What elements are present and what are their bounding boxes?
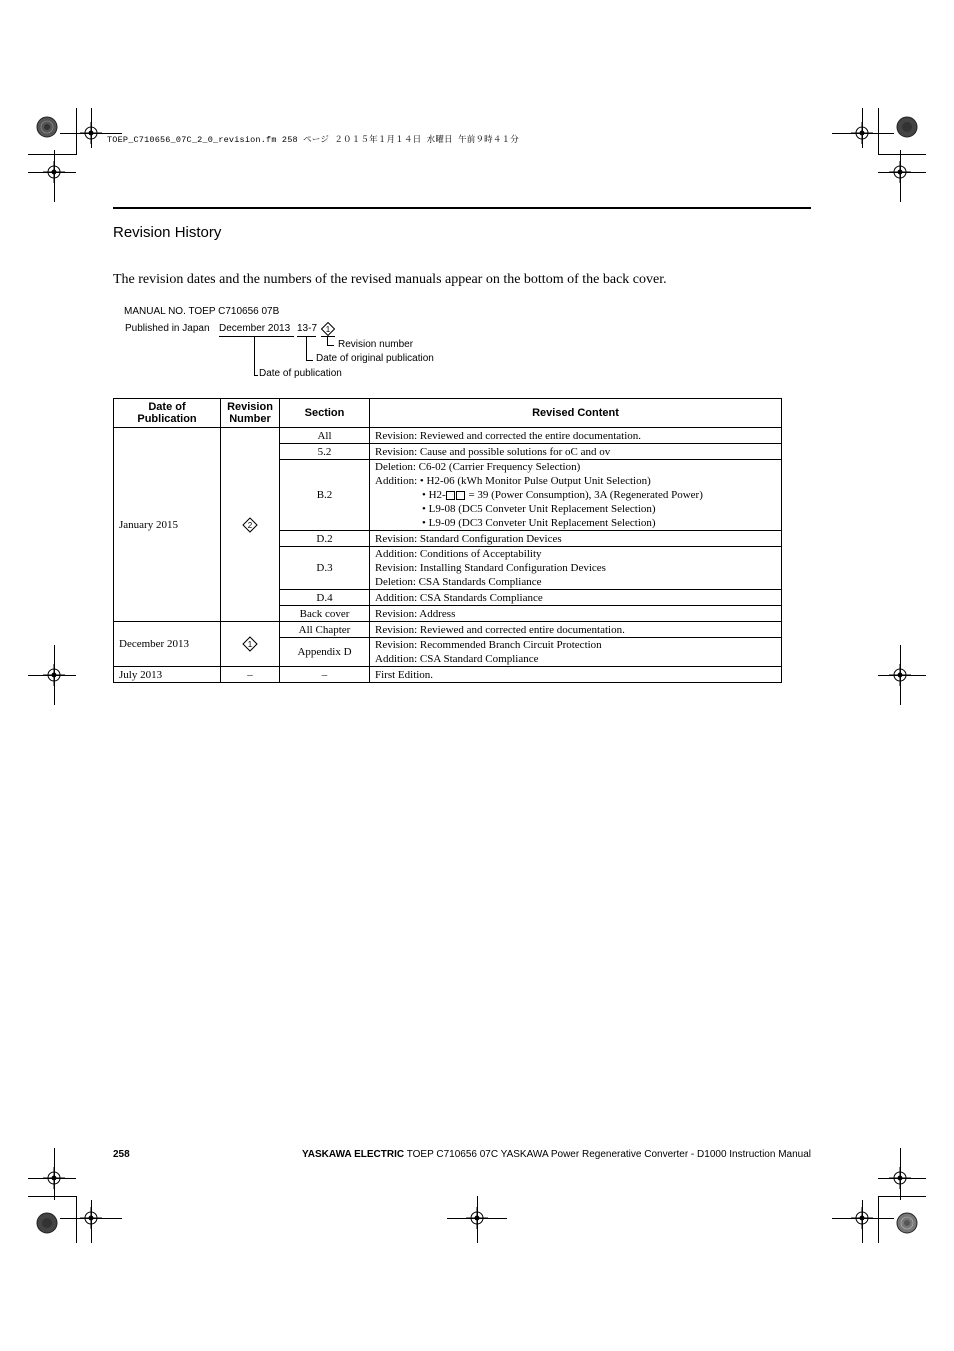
color-target-icon xyxy=(36,1212,58,1234)
header-rule xyxy=(113,207,811,209)
content-cell: First Edition. xyxy=(370,667,782,683)
table-row xyxy=(114,667,782,683)
registration-mark-icon xyxy=(43,664,65,686)
label-original-date: Date of original publication xyxy=(316,353,434,364)
registration-mark-icon xyxy=(43,1167,65,1189)
footer-doc-title: TOEP C710656 07C YASKAWA Power Regenerative Converter - D1000 Instruction Manual xyxy=(406,1149,811,1160)
date-cell: December 2013 xyxy=(114,622,221,667)
content-cell: Addition: Conditions of Acceptability Revision: Installing Standard Configuration Devices Deletion: CSA Standards Compliance xyxy=(370,547,782,590)
page-title: Revision History xyxy=(113,224,222,241)
content-cell: Revision: Reviewed and corrected entire documentation. xyxy=(370,622,782,638)
revision-cell xyxy=(221,428,280,622)
date-cell: July 2013 xyxy=(114,667,221,683)
registration-mark-icon xyxy=(80,1207,102,1229)
revision-cell xyxy=(221,622,280,667)
registration-mark-icon xyxy=(889,1167,911,1189)
color-target-icon xyxy=(36,116,58,138)
color-target-icon xyxy=(896,1212,918,1234)
table-row xyxy=(114,622,782,638)
revision-symbol-icon xyxy=(321,322,335,336)
col-revision-header: Revision Number xyxy=(221,399,280,428)
footer-brand: YASKAWA ELECTRIC xyxy=(302,1149,405,1160)
footer-title xyxy=(302,1149,811,1160)
section-cell: All xyxy=(280,428,370,444)
section-cell: Appendix D xyxy=(280,638,370,667)
revision-2-icon xyxy=(242,517,258,533)
section-cell: Back cover xyxy=(280,606,370,622)
svg-text:1: 1 xyxy=(247,640,253,649)
content-cell: Addition: CSA Standards Compliance xyxy=(370,590,782,606)
file-info: TOEP_C710656_07C_2_0_revision.fm 258 ページ ２０１５年１月１４日 水曜日 午前９時４１分 xyxy=(107,135,519,145)
registration-mark-icon xyxy=(466,1207,488,1229)
section-cell: B.2 xyxy=(280,460,370,531)
registration-mark-icon xyxy=(889,664,911,686)
content-cell: Revision: Recommended Branch Circuit Protection Addition: CSA Standard Compliance xyxy=(370,638,782,667)
content-cell: Revision: Reviewed and corrected the entire documentation. xyxy=(370,428,782,444)
section-cell: 5.2 xyxy=(280,444,370,460)
section-cell: All Chapter xyxy=(280,622,370,638)
section-cell: D.4 xyxy=(280,590,370,606)
svg-text:1: 1 xyxy=(325,325,331,334)
placeholder-box-icon xyxy=(456,491,465,500)
col-content-header: Revised Content xyxy=(370,399,782,428)
col-date-header: Date of Publication xyxy=(114,399,221,428)
col-section-header: Section xyxy=(280,399,370,428)
content-cell: Revision: Cause and possible solutions for oC and ov xyxy=(370,444,782,460)
revision-cell: – xyxy=(221,667,280,683)
published-prefix: Published in Japan xyxy=(125,323,210,334)
placeholder-box-icon xyxy=(446,491,455,500)
registration-mark-icon xyxy=(851,122,873,144)
label-publication-date: Date of publication xyxy=(259,368,342,379)
section-cell: D.2 xyxy=(280,531,370,547)
revision-1-icon xyxy=(242,636,258,652)
revision-table xyxy=(113,398,782,683)
svg-text:2: 2 xyxy=(247,520,253,530)
intro-paragraph: The revision dates and the numbers of the revised manuals appear on the bottom of the back cover. xyxy=(113,272,667,287)
color-target-icon xyxy=(896,116,918,138)
publication-date-value: December 2013 xyxy=(219,323,291,334)
section-cell: D.3 xyxy=(280,547,370,590)
date-cell: January 2015 xyxy=(114,428,221,622)
manual-number: MANUAL NO. TOEP C710656 07B xyxy=(124,306,280,317)
original-code-value: 13-7 xyxy=(297,323,318,334)
registration-mark-icon xyxy=(889,161,911,183)
section-cell: – xyxy=(280,667,370,683)
table-header-row xyxy=(114,399,782,428)
page-number: 258 xyxy=(113,1149,130,1160)
content-cell: Deletion: C6-02 (Carrier Frequency Selection) Addition: • H2-06 (kWh Monitor Pulse Output Unit Selection) • H2- = 39 (Power Consumption), 3A (Regenerated Power) • L9-08 (DC5 Conveter Unit Replacement Selection) • L9-09 (DC3 Conveter Unit Replacement Selection) xyxy=(370,460,782,531)
content-cell: Revision: Address xyxy=(370,606,782,622)
registration-mark-icon xyxy=(851,1207,873,1229)
registration-mark-icon xyxy=(43,161,65,183)
label-revision-number: Revision number xyxy=(338,339,414,350)
registration-mark-icon xyxy=(80,122,102,144)
table-row xyxy=(114,428,782,444)
content-cell: Revision: Standard Configuration Devices xyxy=(370,531,782,547)
